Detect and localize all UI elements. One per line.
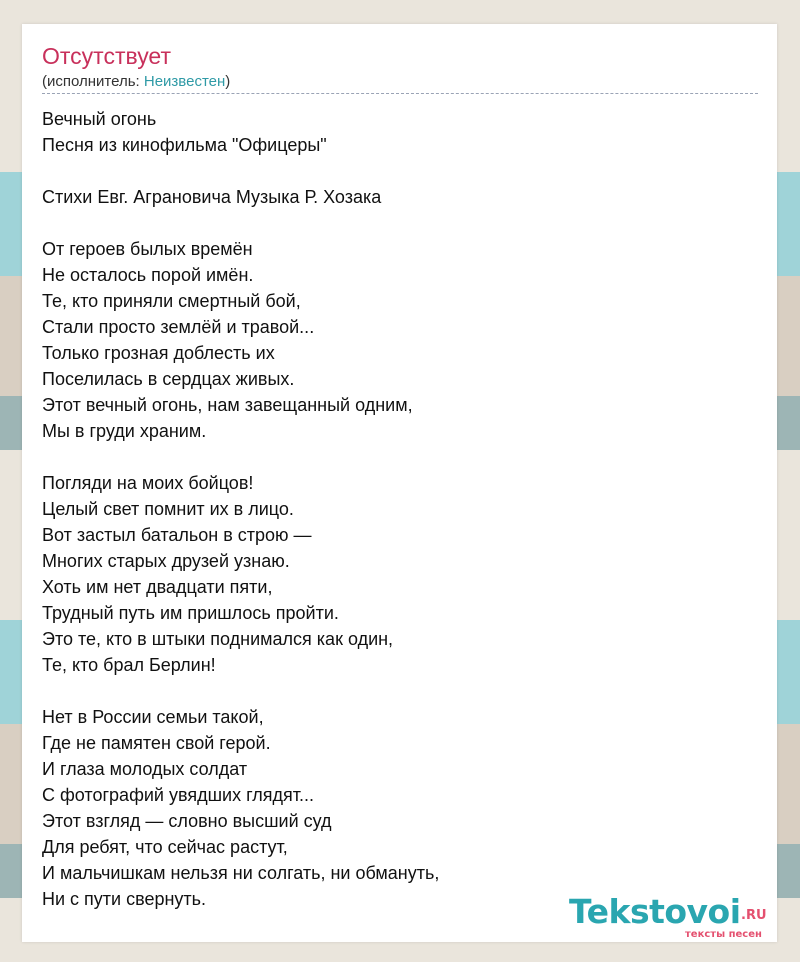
lyrics-line: Вот застыл батальон в строю — — [42, 525, 312, 545]
song-title: Отсутствует — [42, 43, 171, 69]
lyrics-line: Ни с пути свернуть. — [42, 889, 207, 909]
lyrics-line: Стали просто землёй и травой... — [42, 317, 315, 337]
logo-tld: .RU — [741, 908, 767, 923]
lyrics-card — [22, 24, 777, 942]
lyrics-line: Те, кто приняли смертный бой, — [42, 291, 301, 311]
lyrics-blank-line — [42, 678, 757, 704]
lyrics-line: Где не памятен свой герой. — [42, 733, 271, 753]
lyrics-line: И мальчишкам нельзя ни солгать, ни обмануть, — [42, 863, 440, 883]
logo-name: Tekstovoi — [569, 892, 741, 931]
lyrics-line: Те, кто брал Берлин! — [42, 655, 216, 675]
artist-suffix: ) — [225, 73, 231, 90]
lyrics-blank-line — [42, 158, 757, 184]
lyrics-text — [42, 106, 757, 912]
lyrics-line: Только грозная доблесть их — [42, 343, 275, 363]
lyrics-blank-line — [42, 210, 757, 236]
lyrics-line: Трудный путь им пришлось пройти. — [42, 603, 339, 623]
lyrics-blank-line — [42, 444, 757, 470]
lyrics-line: Поселилась в сердцах живых. — [42, 369, 295, 389]
lyrics-line: Нет в России семьи такой, — [42, 707, 264, 727]
lyrics-line: И глаза молодых солдат — [42, 759, 248, 779]
lyrics-line: Стихи Евг. Аграновича Музыка Р. Хозака — [42, 187, 382, 207]
lyrics-line: Мы в груди храним. — [42, 421, 207, 441]
lyrics-line: Для ребят, что сейчас растут, — [42, 837, 288, 857]
artist-link[interactable]: Неизвестен — [143, 73, 226, 90]
lyrics-line: Целый свет помнит их в лицо. — [42, 499, 294, 519]
lyrics-line: Хоть им нет двадцати пяти, — [42, 577, 273, 597]
site-logo[interactable] — [569, 892, 779, 940]
lyrics-line: Это те, кто в штыки поднимался как один, — [42, 629, 394, 649]
lyrics-line: Погляди на моих бойцов! — [42, 473, 254, 493]
lyrics-line: Вечный огонь — [42, 109, 157, 129]
lyrics-line: Этот взгляд — словно высший суд — [42, 811, 332, 831]
lyrics-line: Не осталось порой имён. — [42, 265, 254, 285]
header-divider — [42, 93, 758, 94]
lyrics-line: От героев былых времён — [42, 239, 253, 259]
artist-line — [42, 72, 230, 92]
lyrics-line: Песня из кинофильма "Офицеры" — [42, 135, 327, 155]
lyrics-line: Этот вечный огонь, нам завещанный одним, — [42, 395, 413, 415]
lyrics-line: С фотографий увядших глядят... — [42, 785, 315, 805]
lyrics-line: Многих старых друзей узнаю. — [42, 551, 290, 571]
artist-prefix: (исполнитель: — [42, 73, 144, 90]
logo-tagline: тексты песен — [685, 929, 762, 940]
